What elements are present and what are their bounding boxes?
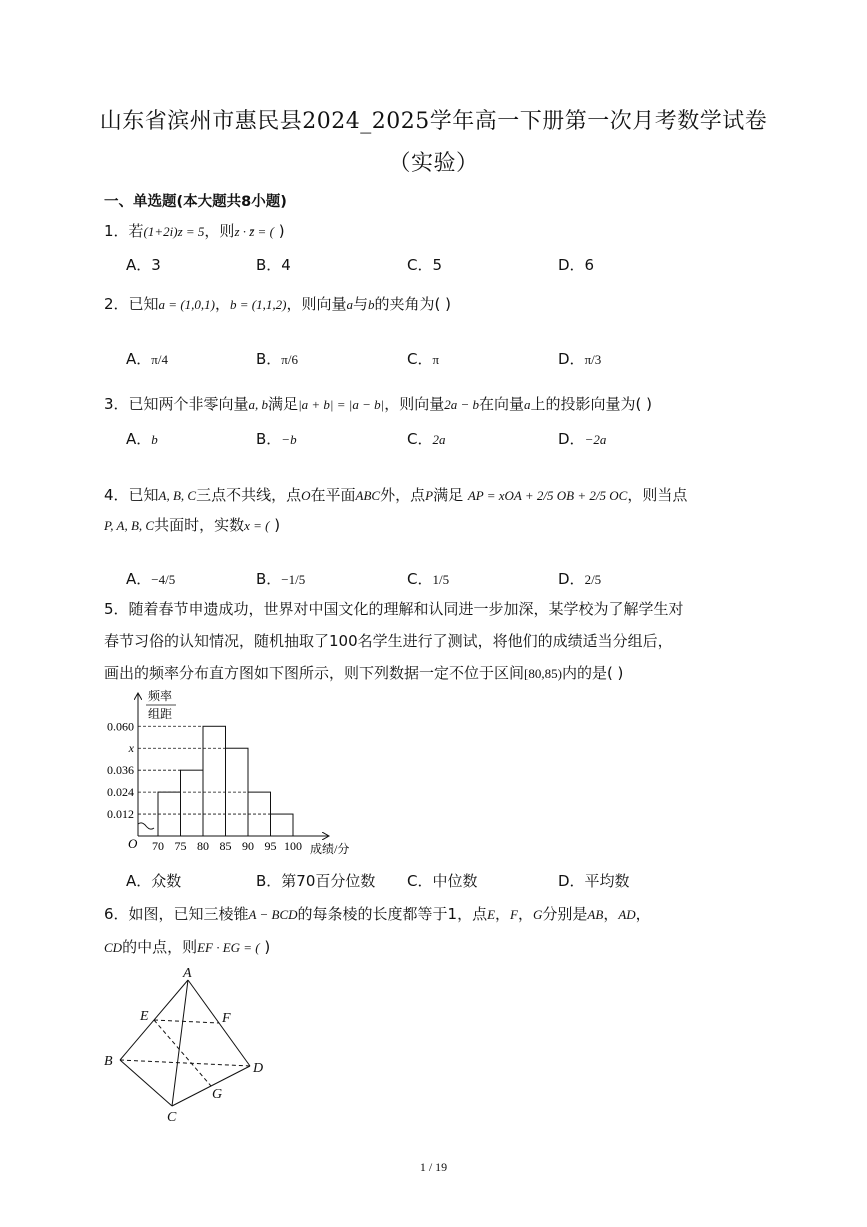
x-tick-label-5: 95	[264, 839, 277, 853]
x-tick-label-0: 70	[152, 839, 164, 853]
x-tick-label-6: 100	[284, 839, 302, 853]
label-g: G	[212, 1087, 223, 1102]
q2-option-a: A．π/4	[126, 350, 168, 368]
y-axis-label-bottom: 组距	[148, 707, 173, 721]
q3-option-c: C．2a	[407, 430, 446, 448]
q5-option-c: C．中位数	[407, 872, 478, 890]
q4-option-a: A．−4/5	[126, 570, 176, 588]
page-number: 1 / 19	[419, 1160, 448, 1174]
segment-ef	[154, 1020, 219, 1023]
q4-option-d: D．2/5	[558, 570, 602, 588]
x-tick-label-1: 75	[174, 839, 187, 853]
histogram-bar-5	[271, 814, 294, 836]
label-f: F	[222, 1011, 231, 1026]
q5-option-d: D．平均数	[558, 872, 630, 890]
edge-bc	[120, 1060, 172, 1106]
question-5-line1: 5．随着春节申遗成功，世界对中国文化的理解和认同进一步加深，某学校为了解学生对	[104, 600, 684, 618]
q4-vector-equation: AP = xOA + 2/5 OB + 2/5 OC	[467, 488, 628, 503]
q3-option-b: B．−b	[256, 430, 297, 448]
question-2: 2．已知a = (1,0,1)，b = (1,1,2)，则向量a与b的夹角为( )	[104, 295, 451, 313]
x-tick-label-2: 80	[197, 839, 209, 853]
y-tick-label-4: 0.012	[107, 807, 134, 822]
question-5-line2: 春节习俗的认知情况，随机抽取了100名学生进行了测试，将他们的成绩适当分组后，	[104, 632, 673, 650]
question-4-line1: 4．已知A, B, C三点不共线，点O在平面ABC外，点P满足 AP = xOA + 2/5 OB + 2/5 OC，则当点	[104, 486, 688, 504]
q5-option-a: A．众数	[126, 872, 182, 890]
question-6-line2: CD的中点，则EF · EG = ( )	[104, 938, 271, 956]
paper-title: 山东省滨州市惠民县2024_2025学年高一下册第一次月考数学试卷	[99, 109, 768, 134]
q1-option-a: A．3	[126, 256, 161, 274]
origin-label: O	[128, 836, 138, 851]
label-a: A	[183, 966, 192, 981]
q5-option-b: B．第70百分位数	[256, 872, 376, 890]
q1-option-d: D．6	[558, 256, 595, 274]
label-c: C	[167, 1110, 177, 1124]
question-5-line3: 画出的频率分布直方图如下图所示，则下列数据一定不位于区间[80,85)内的是( )	[104, 664, 624, 682]
y-tick-label-0: 0.060	[107, 719, 134, 734]
frequency-histogram	[100, 688, 370, 860]
q4-option-b: B．−1/5	[256, 570, 306, 588]
q2-option-d: D．π/3	[558, 350, 602, 368]
segment-eg	[154, 1020, 211, 1086]
label-e: E	[140, 1009, 149, 1024]
q1-option-b: B．4	[256, 256, 291, 274]
y-tick-label-1: x	[128, 741, 134, 756]
x-tick-label-3: 85	[219, 839, 232, 853]
q4-option-c: C．1/5	[407, 570, 450, 588]
q1-option-c: C．5	[407, 256, 443, 274]
q3-option-d: D．−2a	[558, 430, 607, 448]
tetrahedron-diagram	[100, 964, 270, 1124]
question-3: 3．已知两个非零向量a, b满足|a + b| = |a − b|，则向量2a − b在向量a上的投影向量为( )	[104, 395, 652, 413]
label-b: B	[104, 1054, 113, 1069]
y-axis-label-top: 频率	[148, 689, 173, 703]
y-tick-label-3: 0.024	[107, 785, 134, 800]
question-4-line2: P, A, B, C共面时，实数x = ( )	[104, 516, 281, 534]
y-tick-label-2: 0.036	[107, 763, 134, 778]
x-axis-label: 成绩/分	[310, 842, 350, 856]
q3-option-a: A．b	[126, 430, 158, 448]
question-6-line1: 6．如图，已知三棱锥A − BCD的每条棱的长度都等于1，点E，F，G分别是AB，AD，	[104, 905, 651, 923]
section-heading: 一、单选题(本大题共8小题)	[104, 194, 287, 210]
histogram-bar-2	[203, 726, 226, 836]
edge-bd	[120, 1060, 250, 1066]
x-tick-label-4: 90	[242, 839, 254, 853]
q2-option-b: B．π/6	[256, 350, 298, 368]
question-1: 1．若(1+2i)z = 5，则z · z̄ = ( )	[104, 222, 285, 240]
label-d: D	[253, 1061, 264, 1076]
histogram-bar-1	[181, 770, 204, 836]
q2-option-c: C．π	[407, 350, 440, 368]
paper-subtitle: （实验）	[388, 151, 479, 176]
